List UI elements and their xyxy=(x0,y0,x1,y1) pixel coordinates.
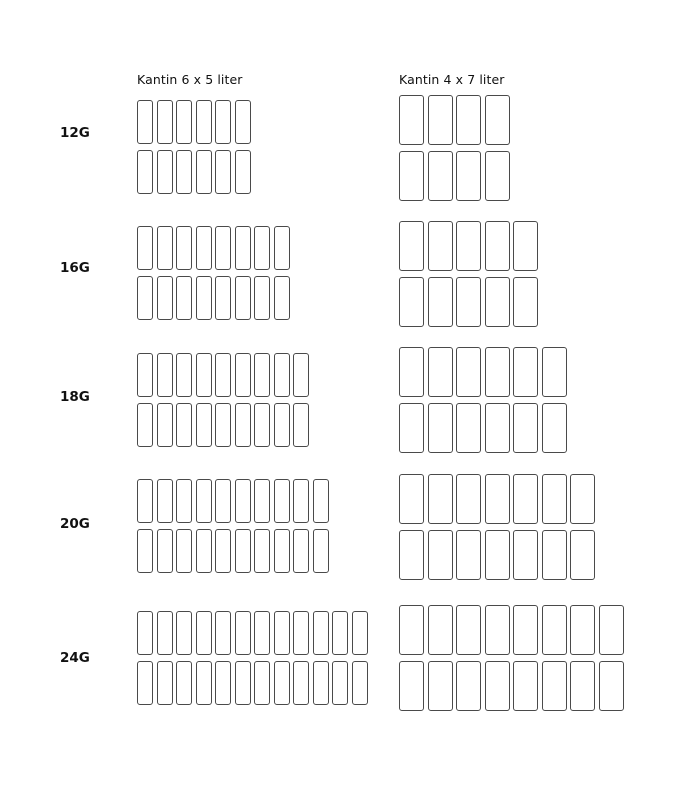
canister-5-liter xyxy=(215,150,231,194)
canister-5-liter xyxy=(176,353,192,397)
canister-7-liter xyxy=(428,661,453,711)
canister-5-liter xyxy=(137,661,153,705)
canister-7-liter xyxy=(485,95,510,145)
canister-7-liter xyxy=(513,277,538,327)
canister-7-liter xyxy=(399,605,424,655)
canister-7-liter xyxy=(542,347,567,397)
canister-7-liter xyxy=(399,403,424,453)
canister-5-liter xyxy=(235,403,251,447)
canister-5-liter xyxy=(352,661,368,705)
canister-5-liter xyxy=(137,479,153,523)
canister-7-liter xyxy=(456,95,481,145)
canister-7-liter xyxy=(428,605,453,655)
canister-5-liter xyxy=(293,479,309,523)
canister-5-liter xyxy=(196,661,212,705)
canister-5-liter xyxy=(235,150,251,194)
canister-7-liter xyxy=(428,277,453,327)
canister-5-liter xyxy=(176,479,192,523)
canister-5-liter xyxy=(215,276,231,320)
canister-5-liter xyxy=(332,661,348,705)
row-label: 20G xyxy=(60,516,90,532)
canister-5-liter xyxy=(176,661,192,705)
canister-5-liter xyxy=(293,529,309,573)
canister-5-liter xyxy=(235,226,251,270)
canister-7-liter xyxy=(456,403,481,453)
canister-5-liter xyxy=(215,353,231,397)
canister-5-liter xyxy=(215,611,231,655)
canister-5-liter xyxy=(176,611,192,655)
row-label: 24G xyxy=(60,650,90,666)
canister-7-liter xyxy=(485,221,510,271)
row-label: 12G xyxy=(60,125,90,141)
canister-7-liter xyxy=(485,151,510,201)
canister-5-liter xyxy=(137,100,153,144)
canister-7-liter xyxy=(428,151,453,201)
canister-5-liter xyxy=(196,226,212,270)
canister-7-liter xyxy=(570,530,595,580)
canister-5-liter xyxy=(157,353,173,397)
canister-7-liter xyxy=(456,347,481,397)
canister-5-liter xyxy=(274,611,290,655)
canister-5-liter xyxy=(313,661,329,705)
canister-5-liter xyxy=(157,403,173,447)
canister-7-liter xyxy=(399,474,424,524)
canister-5-liter xyxy=(313,611,329,655)
canister-7-liter xyxy=(542,530,567,580)
canister-5-liter xyxy=(215,479,231,523)
canister-7-liter xyxy=(399,530,424,580)
canister-5-liter xyxy=(215,661,231,705)
canister-5-liter xyxy=(196,611,212,655)
canister-5-liter xyxy=(274,661,290,705)
canister-5-liter xyxy=(196,479,212,523)
canister-7-liter xyxy=(428,530,453,580)
canister-5-liter xyxy=(254,403,270,447)
canister-7-liter xyxy=(399,661,424,711)
canister-7-liter xyxy=(428,403,453,453)
canister-5-liter xyxy=(274,276,290,320)
canister-5-liter xyxy=(196,403,212,447)
canister-5-liter xyxy=(235,276,251,320)
canister-5-liter xyxy=(137,611,153,655)
canister-7-liter xyxy=(428,347,453,397)
canister-5-liter xyxy=(254,611,270,655)
canister-5-liter xyxy=(254,661,270,705)
canister-5-liter xyxy=(235,479,251,523)
canister-5-liter xyxy=(293,403,309,447)
canister-5-liter xyxy=(176,226,192,270)
canister-5-liter xyxy=(274,479,290,523)
canister-5-liter xyxy=(274,353,290,397)
canister-7-liter xyxy=(485,277,510,327)
canister-5-liter xyxy=(196,150,212,194)
canister-7-liter xyxy=(485,661,510,711)
canister-5-liter xyxy=(176,100,192,144)
canister-7-liter xyxy=(456,151,481,201)
canister-7-liter xyxy=(513,605,538,655)
canister-5-liter xyxy=(235,100,251,144)
canister-5-liter xyxy=(137,276,153,320)
canister-5-liter xyxy=(157,150,173,194)
canister-7-liter xyxy=(428,474,453,524)
canister-5-liter xyxy=(235,529,251,573)
canister-7-liter xyxy=(399,95,424,145)
column-header-kantin-4x7: Kantin 4 x 7 liter xyxy=(399,72,505,87)
canister-5-liter xyxy=(157,276,173,320)
canister-5-liter xyxy=(137,529,153,573)
canister-7-liter xyxy=(513,347,538,397)
column-header-kantin-6x5: Kantin 6 x 5 liter xyxy=(137,72,243,87)
canister-5-liter xyxy=(196,529,212,573)
canister-7-liter xyxy=(513,661,538,711)
canister-5-liter xyxy=(157,226,173,270)
canister-5-liter xyxy=(313,529,329,573)
canister-7-liter xyxy=(542,661,567,711)
canister-5-liter xyxy=(215,100,231,144)
canister-7-liter xyxy=(428,95,453,145)
canister-7-liter xyxy=(570,474,595,524)
canister-5-liter xyxy=(293,661,309,705)
row-label: 16G xyxy=(60,260,90,276)
canister-7-liter xyxy=(456,530,481,580)
canister-5-liter xyxy=(157,529,173,573)
canister-7-liter xyxy=(399,277,424,327)
canister-7-liter xyxy=(456,661,481,711)
canister-5-liter xyxy=(235,353,251,397)
canister-7-liter xyxy=(599,605,624,655)
canister-5-liter xyxy=(157,611,173,655)
canister-7-liter xyxy=(456,277,481,327)
canister-5-liter xyxy=(332,611,348,655)
canister-7-liter xyxy=(456,474,481,524)
canister-5-liter xyxy=(254,226,270,270)
canister-5-liter xyxy=(157,100,173,144)
canister-5-liter xyxy=(157,479,173,523)
canister-5-liter xyxy=(137,353,153,397)
canister-7-liter xyxy=(399,347,424,397)
canister-7-liter xyxy=(485,403,510,453)
canister-5-liter xyxy=(176,403,192,447)
canister-7-liter xyxy=(485,530,510,580)
canister-7-liter xyxy=(570,605,595,655)
canister-5-liter xyxy=(176,529,192,573)
canister-5-liter xyxy=(176,276,192,320)
canister-7-liter xyxy=(542,605,567,655)
canister-5-liter xyxy=(137,226,153,270)
canister-5-liter xyxy=(274,226,290,270)
canister-7-liter xyxy=(513,474,538,524)
row-label: 18G xyxy=(60,389,90,405)
canister-5-liter xyxy=(254,479,270,523)
canister-7-liter xyxy=(485,605,510,655)
canister-5-liter xyxy=(215,403,231,447)
canister-7-liter xyxy=(513,221,538,271)
canister-5-liter xyxy=(274,403,290,447)
canister-5-liter xyxy=(254,529,270,573)
canister-5-liter xyxy=(235,661,251,705)
canister-5-liter xyxy=(352,611,368,655)
canister-7-liter xyxy=(513,403,538,453)
canister-7-liter xyxy=(542,403,567,453)
canister-7-liter xyxy=(456,605,481,655)
canister-7-liter xyxy=(428,221,453,271)
canister-7-liter xyxy=(456,221,481,271)
canister-5-liter xyxy=(293,611,309,655)
canister-5-liter xyxy=(293,353,309,397)
canister-5-liter xyxy=(137,403,153,447)
canister-7-liter xyxy=(513,530,538,580)
canister-5-liter xyxy=(157,661,173,705)
canister-7-liter xyxy=(399,151,424,201)
canister-7-liter xyxy=(542,474,567,524)
canister-5-liter xyxy=(215,529,231,573)
canister-5-liter xyxy=(196,100,212,144)
canister-5-liter xyxy=(176,150,192,194)
canister-5-liter xyxy=(196,276,212,320)
canister-7-liter xyxy=(599,661,624,711)
canister-5-liter xyxy=(313,479,329,523)
canister-5-liter xyxy=(196,353,212,397)
canister-7-liter xyxy=(570,661,595,711)
canister-5-liter xyxy=(215,226,231,270)
canister-5-liter xyxy=(235,611,251,655)
canister-7-liter xyxy=(485,474,510,524)
canister-5-liter xyxy=(274,529,290,573)
canister-7-liter xyxy=(485,347,510,397)
canister-7-liter xyxy=(399,221,424,271)
canister-5-liter xyxy=(137,150,153,194)
canister-5-liter xyxy=(254,353,270,397)
canister-5-liter xyxy=(254,276,270,320)
